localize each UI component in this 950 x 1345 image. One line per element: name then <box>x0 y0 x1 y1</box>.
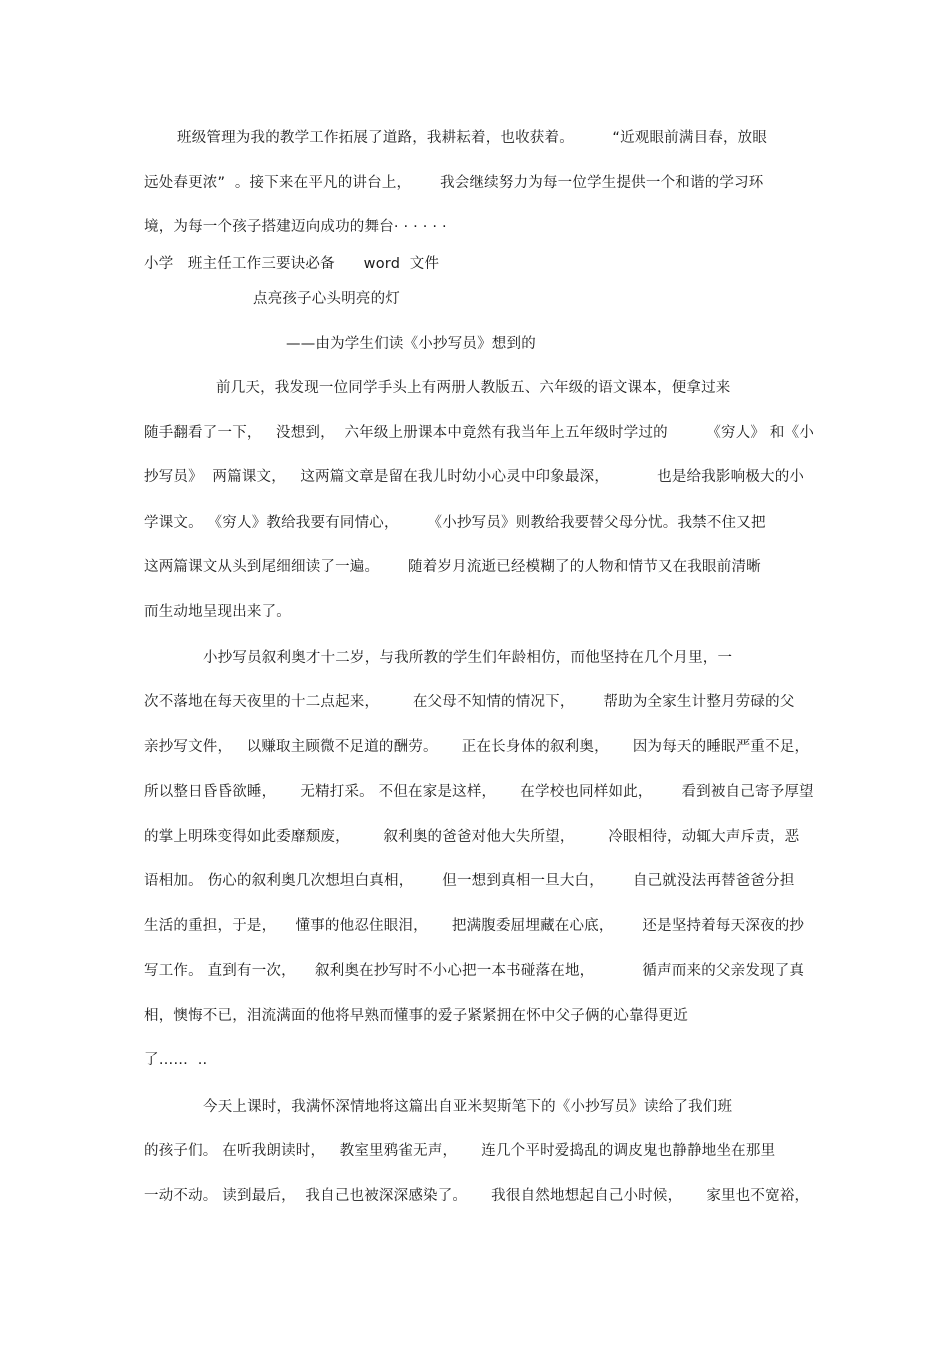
article-subtitle: ——由为学生们读《小抄写员》想到的 <box>286 336 536 352</box>
paragraph-line: 班级管理为我的教学工作拓展了道路，我耕耘着，也收获着。 “近观眼前满目春，放眼 <box>177 130 768 146</box>
paragraph-line: 前几天，我发现一位同学手头上有两册人教版五、六年级的语文课本，便拿过来 <box>216 380 731 396</box>
paragraph-line: 而生动地呈现出来了。 <box>144 604 291 620</box>
paragraph-line: 境，为每一个孩子搭建迈向成功的舞台· · · · · · <box>144 219 447 235</box>
paragraph-line: 相，懊悔不已，泪流满面的他将早熟而懂事的爱子紧紧拥在怀中父子俩的心靠得更近 <box>144 1008 688 1024</box>
paragraph-line: 一动不动。 读到最后， 我自己也被深深感染了。 我很自然地想起自己小时候， 家里也不宽裕， <box>144 1188 810 1204</box>
paragraph-line: 随手翻看了一下， 没想到， 六年级上册课本中竟然有我当年上五年级时学过的 《穷人》 和《小 <box>144 425 815 441</box>
paragraph-line: 这两篇课文从头到尾细细读了一遍。 随着岁月流逝已经模糊了的人物和情节又在我眼前清晰 <box>144 559 761 575</box>
paragraph-line: 学课文。 《穷人》教给我要有同情心， 《小抄写员》则教给我要替父母分忧。我禁不住又把 <box>144 515 766 531</box>
document-title: 小学 班主任工作三要诀必备 word 文件 <box>144 256 440 272</box>
paragraph-line: 抄写员》 两篇课文， 这两篇文章是留在我儿时幼小心灵中印象最深， 也是给我影响极大的小 <box>144 469 805 485</box>
paragraph-line: 亲抄写文件， 以赚取主顾微不足道的酬劳。 正在长身体的叙利奥， 因为每天的睡眠严重不足， <box>144 739 810 755</box>
paragraph-line: 的掌上明珠变得如此委靡颓废， 叙利奥的爸爸对他大失所望， 冷眼相待，动辄大声斥责，恶 <box>144 829 800 845</box>
paragraph-line: 小抄写员叙利奥才十二岁，与我所教的学生们年龄相仿，而他坚持在几个月里，一 <box>203 650 733 666</box>
paragraph-line: 写工作。 直到有一次， 叙利奥在抄写时不小心把一本书碰落在地， 循声而来的父亲发现了真 <box>144 963 805 979</box>
paragraph-line: 生活的重担，于是， 懂事的他忍住眼泪， 把满腹委屈埋藏在心底， 还是坚持着每天深夜的抄 <box>144 918 805 934</box>
article-title: 点亮孩子心头明亮的灯 <box>253 291 400 307</box>
paragraph-line: 所以整日昏昏欲睡， 无精打采。 不但在家是这样， 在学校也同样如此， 看到被自己寄予厚望 <box>144 784 814 800</box>
paragraph-line: 次不落地在每天夜里的十二点起来， 在父母不知情的情况下， 帮助为全家生计整月劳碌的父 <box>144 694 795 710</box>
paragraph-line: 的孩子们。 在听我朗读时， 教室里鸦雀无声， 连几个平时爱捣乱的调皮鬼也静静地坐在那里 <box>144 1143 776 1159</box>
paragraph-line: 了…… .. <box>144 1052 208 1068</box>
paragraph-line: 语相加。 伤心的叙利奥几次想坦白真相， 但一想到真相一旦大白， 自己就没法再替爸爸分担 <box>144 873 795 889</box>
paragraph-line: 今天上课时，我满怀深情地将这篇出自亚米契斯笔下的《小抄写员》读给了我们班 <box>203 1099 733 1115</box>
paragraph-line: 远处春更浓” 。接下来在平凡的讲台上， 我会继续努力为每一位学生提供一个和谐的学习环 <box>144 175 764 191</box>
